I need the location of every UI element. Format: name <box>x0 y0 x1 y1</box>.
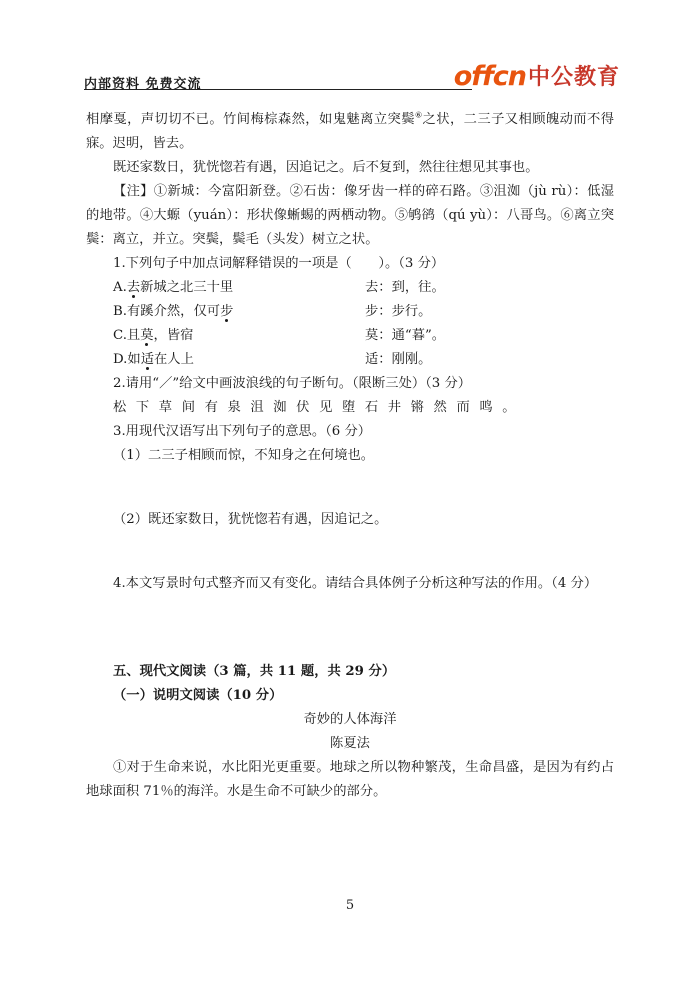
header-rule <box>84 89 472 90</box>
answer-space <box>86 468 614 508</box>
section-5-heading: 五、现代文阅读（3 篇，共 11 题，共 29 分） <box>113 664 396 679</box>
option-explanation: 步：步行。 <box>365 304 432 319</box>
option-a: A.去新城之北三十里 去：到，往。 <box>86 276 614 300</box>
question-3-2: （2）既还家数日，犹恍惚若有遇，因追记之。 <box>113 512 388 527</box>
option-explanation: 莫：通“暮”。 <box>365 328 446 343</box>
option-b: B.有蹊介然，仅可步 步：步行。 <box>86 300 614 324</box>
article-paragraph-1: ①对于生命来说，水比阳光更重要。地球之所以物种繁茂，生命昌盛，是因为有约占地球面积 71％的海洋。水是生命不可缺少的部分。 <box>86 760 614 799</box>
question-2: 2.请用“／”给文中画波浪线的句子断句。（限断三处）（3 分） <box>113 376 472 391</box>
question-3: 3.用现代汉语写出下列句子的意思。（6 分） <box>113 424 372 439</box>
paragraph-1: 相摩戛，声切切不已。竹间梅棕森然，如鬼魅离立突鬓⑥之状，二三子又相顾魄动而不得寐。迟明，皆去。 <box>86 110 615 151</box>
dotted-word: 步 <box>220 304 234 319</box>
offcn-logo <box>454 62 620 90</box>
document-body <box>86 108 614 804</box>
option-explanation: 适：刚刚。 <box>365 352 432 367</box>
dotted-word: 适 <box>140 352 155 367</box>
annotation-note: 【注】①新城：今富阳新登。②石齿：像牙齿一样的碎石路。③沮洳（jù rù）：低湿的地带。④大螈（yuán）：形状像蜥蜴的两栖动物。⑤鸲鹆（qú yù）：八哥鸟。⑥离立突鬓：离立，并立。突鬓，鬓毛（头发）树立之状。 <box>86 184 614 247</box>
option-d: D.如适在人上 适：刚刚。 <box>86 348 614 372</box>
section-5-1-heading: （一）说明文阅读（10 分） <box>113 688 283 703</box>
option-c: C.且莫，皆宿 莫：通“暮”。 <box>86 324 614 348</box>
article-title: 奇妙的人体海洋 <box>303 712 397 727</box>
article-author: 陈夏法 <box>330 736 370 751</box>
logo-text-en: offcn <box>453 61 526 92</box>
answer-space <box>86 596 614 660</box>
question-2-text: 松下草间有泉沮洳伏见堕石井锵然而鸣。 <box>113 400 526 415</box>
question-1: 1.下列句子中加点词解释错误的一项是（ ）。（3 分） <box>113 256 445 271</box>
page-header <box>84 62 620 92</box>
option-explanation: 去：到，往。 <box>365 280 445 295</box>
question-3-1: （1）二三子相顾而惊，不知身之在何境也。 <box>113 448 375 463</box>
answer-space <box>86 532 614 572</box>
dotted-word: 莫 <box>140 328 154 343</box>
header-caption: 内部资料 免费交流 <box>84 77 202 92</box>
dotted-word: 去 <box>126 280 141 295</box>
paragraph-2: 既还家数日，犹恍惚若有遇，因追记之。后不复到，然往往想见其事也。 <box>113 160 539 175</box>
footnote-mark: ⑥ <box>414 110 423 120</box>
question-4: 4.本文写景时句式整齐而又有变化。请结合具体例子分析这种写法的作用。（4 分） <box>113 576 598 591</box>
page-number: 5 <box>345 898 355 913</box>
logo-text-cn: 中公教育 <box>527 65 620 90</box>
